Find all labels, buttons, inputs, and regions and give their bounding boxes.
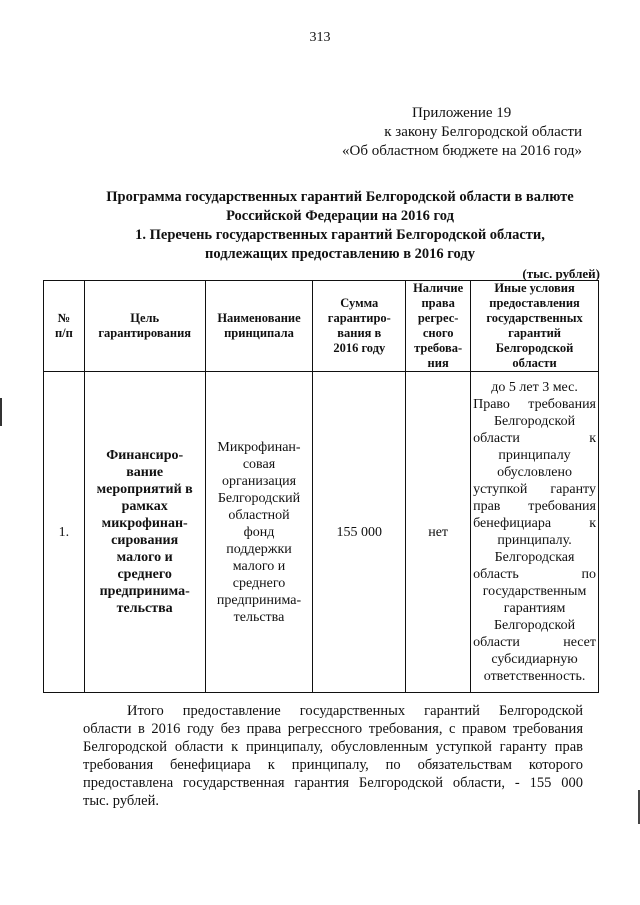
text-line: права: [421, 296, 455, 310]
text-line: сирования: [111, 533, 179, 548]
text-line: предоставления: [489, 296, 580, 310]
page-number: 313: [309, 30, 331, 45]
text-line: вания в: [337, 326, 382, 340]
guarantees-table: [43, 280, 599, 693]
appendix-number: Приложение 19: [412, 105, 512, 121]
text-line: Белгородская: [494, 550, 575, 565]
text-line: Наименование: [217, 311, 301, 325]
text-line: Право требования: [473, 397, 596, 412]
table-header-row: [44, 281, 599, 372]
text-line: малого и: [232, 558, 286, 574]
text-line: Микрофинан-: [217, 439, 301, 455]
section-title-line-2: подлежащих предоставлению в 2016 году: [205, 246, 475, 262]
text-line: области: [512, 356, 557, 370]
text-line: требова-: [414, 341, 463, 355]
text-line: среднего: [117, 567, 172, 582]
text-line: малого и: [116, 550, 173, 565]
header-principal: [205, 281, 313, 372]
text-line: тельства: [116, 601, 173, 616]
text-line: гарантирования: [98, 326, 192, 340]
text-line: Наличие: [413, 281, 464, 295]
header-goal: [84, 281, 205, 372]
text-line: №: [57, 311, 71, 325]
text-line: принципалу.: [497, 533, 572, 548]
title-line-1: Программа государственных гарантий Белгородской области в валюте: [106, 189, 574, 205]
cell-goal: [84, 372, 205, 693]
text-line: принципалу: [498, 448, 571, 463]
header-recourse: [406, 281, 471, 372]
text-line: предпринима-: [99, 584, 190, 599]
section-title-line-1: 1. Перечень государственных гарантий Белгородской области,: [135, 227, 545, 243]
text-line: прав требования: [473, 499, 596, 514]
text-line: принципала: [224, 326, 294, 340]
text-line: ния: [427, 356, 449, 370]
text-line: государственных: [486, 311, 583, 325]
appendix-block: [342, 104, 582, 161]
summary-line: области в 2016 году без права регрессного требования, с правом требования: [83, 721, 583, 737]
text-line: гарантий: [508, 326, 561, 340]
text-line: 2016 году: [333, 341, 386, 355]
summary-line: тыс. рублей.: [83, 793, 159, 809]
text-line: п/п: [54, 326, 73, 340]
text-line: Финансиро-: [106, 448, 184, 463]
text-line: Белгородской: [493, 414, 576, 429]
appendix-law: к закону Белгородской области: [384, 124, 582, 140]
text-line: регрес-: [417, 311, 459, 325]
text-line: областной: [228, 507, 290, 523]
header-num: [44, 281, 85, 372]
text-line: Белгородской: [495, 341, 574, 355]
text-line: сного: [422, 326, 454, 340]
text-line: микрофинан-: [101, 516, 188, 531]
text-line: тельства: [233, 609, 285, 625]
text-line: совая: [242, 456, 276, 472]
text-line: Цель: [130, 311, 160, 325]
text-line: поддержки: [226, 541, 292, 557]
text-line: субсидиарную: [491, 652, 578, 667]
text-line: Сумма: [340, 296, 379, 310]
appendix-law-title: «Об областном бюджете на 2016 год»: [342, 143, 582, 159]
text-line: ответственность.: [483, 669, 586, 684]
summary-line: предоставлена государственная гарантия Белгородской области, - 155 000: [83, 775, 583, 791]
text-line: вание: [126, 465, 164, 480]
text-line: мероприятий в: [96, 482, 193, 497]
cell-num: 1.: [44, 372, 85, 693]
text-line: Белгородский: [217, 490, 301, 506]
cell-recourse: нет: [406, 372, 471, 693]
text-line: гарантиям: [503, 601, 566, 616]
summary-line: Белгородской области к принципалу, обусловленным уступкой гаранту прав: [83, 739, 583, 755]
text-line: области несет: [473, 635, 596, 650]
cell-principal: [205, 372, 313, 693]
header-amount: [313, 281, 406, 372]
header-conditions: [471, 281, 599, 372]
title-line-2: Российской Федерации на 2016 год: [226, 208, 454, 224]
text-line: организация: [221, 473, 297, 489]
document-title: [70, 188, 610, 264]
text-line: до 5 лет 3 мес.: [491, 380, 578, 395]
text-line: уступкой гаранту: [473, 482, 596, 497]
scan-edge-mark: [0, 398, 2, 426]
text-line: фонд: [243, 524, 275, 540]
text-line: области к: [473, 431, 596, 446]
text-line: предпринима-: [216, 592, 302, 608]
units-label: (тыс. рублей): [522, 266, 600, 281]
text-line: гарантиро-: [327, 311, 391, 325]
text-line: бенефициара к: [473, 516, 596, 531]
cell-amount: 155 000: [313, 372, 406, 693]
text-line: рамках: [121, 499, 168, 514]
text-line: государственным: [482, 584, 587, 599]
summary-paragraph: [83, 702, 583, 810]
text-line: Иные условия: [494, 281, 575, 295]
text-line: область по: [473, 567, 596, 582]
summary-line: требования бенефициара к принципалу, по обязательствам которого: [83, 757, 583, 773]
table-row: [44, 372, 599, 693]
cell-conditions: [471, 372, 599, 693]
summary-line: Итого предоставление государственных гарантий Белгородской: [127, 703, 583, 719]
text-line: Белгородской: [493, 618, 576, 633]
text-line: среднего: [232, 575, 286, 591]
text-line: обусловлено: [497, 465, 572, 480]
